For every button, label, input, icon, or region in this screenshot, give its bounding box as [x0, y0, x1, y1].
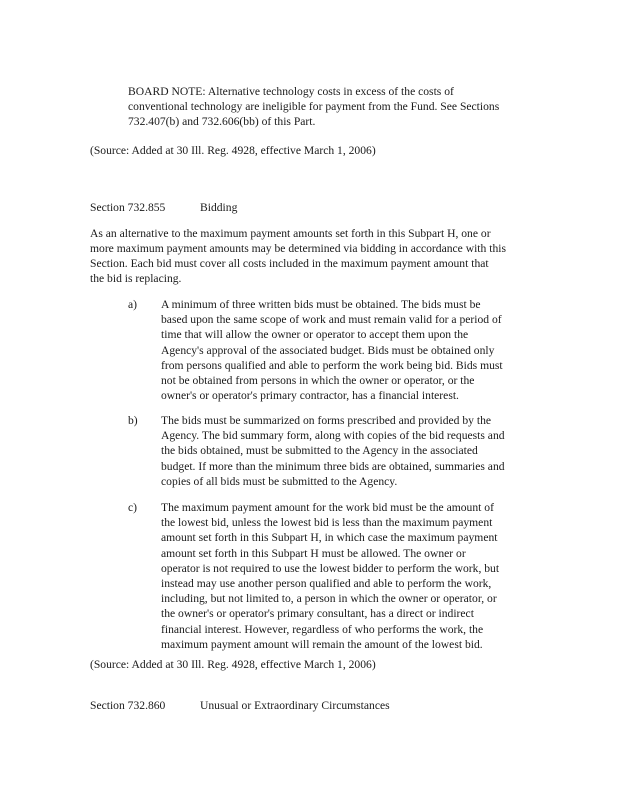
subsection-marker: a) — [128, 298, 138, 311]
body-line: A minimum of three written bids must be obtained. The bids must be — [161, 298, 481, 311]
body-line: based upon the same scope of work and must remain valid for a period of — [161, 313, 502, 327]
board-note — [128, 84, 528, 129]
body-line: budget. If more than the minimum three bids are obtained, summaries and — [161, 459, 505, 473]
section-title: Bidding — [200, 201, 238, 214]
intro-line: the bid is replacing. — [90, 272, 182, 285]
body-line: instead may use another person qualified and able to perform the work, — [161, 577, 492, 591]
body-line: from persons qualified and able to perform the work being bid. Bids must — [161, 358, 503, 372]
subsection-marker: c) — [128, 501, 138, 514]
body-line: operator is not required to use the lowest bidder to perform the work, but — [161, 561, 500, 575]
body-line: Agency's approval of the associated budget. Bids must be obtained only — [161, 343, 495, 357]
body-line: the lowest bid, unless the lowest bid is less than the maximum payment — [161, 516, 493, 530]
intro-line: As an alternative to the maximum payment amounts set forth in this Subpart H, one or — [90, 227, 491, 240]
body-line: including, but not limited to, a person in which the owner or operator, or — [161, 592, 497, 606]
body-line: maximum payment amount will remain the amount of the lowest bid. — [161, 637, 483, 651]
body-line: The maximum payment amount for the work bid must be the amount of — [161, 501, 494, 514]
board-note-line: 732.407(b) and 732.606(bb) of this Part. — [128, 115, 316, 128]
body-line: time that will allow the owner or operator to accept them upon the — [161, 328, 469, 342]
subsection-body — [161, 500, 499, 652]
source-note: (Source: Added at 30 Ill. Reg. 4928, effective March 1, 2006) — [90, 658, 376, 671]
section-title: Unusual or Extraordinary Circumstances — [200, 699, 390, 712]
body-line: the owner's or operator's primary consultant, has a direct or indirect — [161, 607, 474, 621]
body-line: owner's or operator's primary contractor, has a financial interest. — [161, 389, 459, 403]
subsection-body — [161, 413, 505, 489]
intro-line: Section. Each bid must cover all costs included in the maximum payment amount that — [90, 257, 489, 270]
body-line: The bids must be summarized on forms prescribed and provided by the — [161, 414, 492, 427]
section-heading — [90, 698, 390, 713]
section-intro — [90, 226, 506, 286]
body-line: financial interest. However, regardless of who performs the work, the — [161, 622, 484, 636]
section-number: Section 732.855 — [90, 201, 166, 214]
intro-line: more maximum payment amounts may be determined via bidding in accordance with this — [90, 242, 506, 255]
board-note-line: BOARD NOTE: Alternative technology costs in excess of the costs of — [128, 85, 454, 98]
source-note: (Source: Added at 30 Ill. Reg. 4928, effective March 1, 2006) — [90, 144, 376, 157]
body-line: the bids obtained, must be submitted to the Agency in the associated — [161, 444, 478, 458]
subsection-marker: b) — [128, 414, 138, 427]
section-number: Section 732.860 — [90, 699, 166, 712]
body-line: Agency. The bid summary form, along with copies of the bid requests and — [161, 429, 505, 443]
body-line: copies of all bids must be submitted to the Agency. — [161, 474, 398, 488]
subsection-body — [161, 297, 503, 403]
board-note-line: conventional technology are ineligible for payment from the Fund. See Sections — [128, 100, 500, 113]
body-line: not be obtained from persons in which the owner or operator, or the — [161, 374, 475, 388]
body-line: amount set forth in this Subpart H, in which case the maximum payment — [161, 531, 498, 545]
body-line: amount set forth in this Subpart H must be allowed. The owner or — [161, 546, 466, 560]
section-heading — [90, 200, 237, 215]
